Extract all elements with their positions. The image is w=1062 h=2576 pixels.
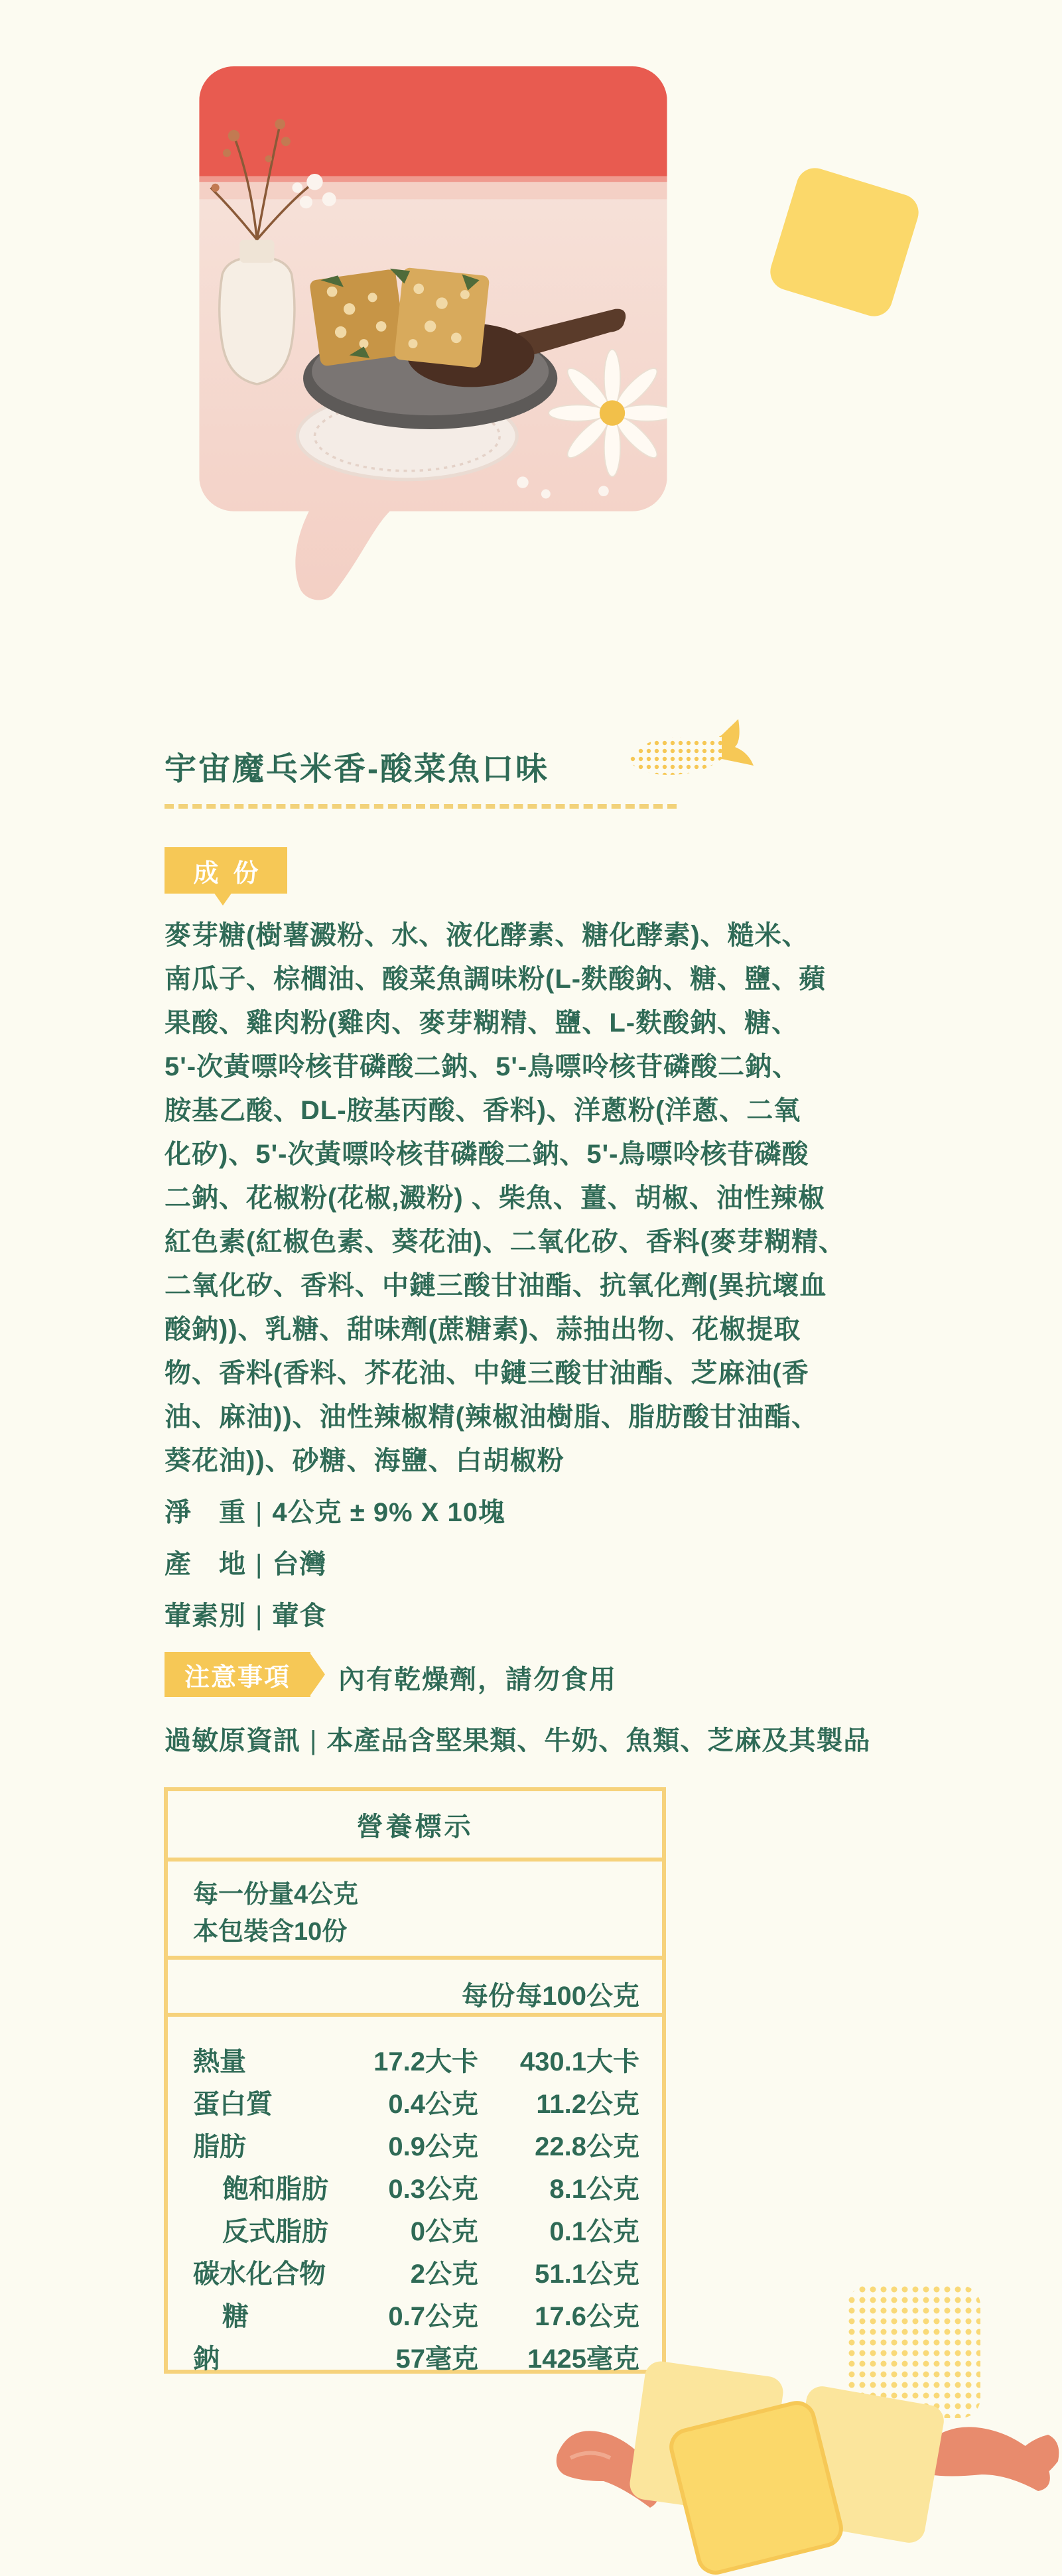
ingredients-line: 胺基乙酸、DL-胺基丙酸、香料)、洋蔥粉(洋蔥、二氧 bbox=[165, 1096, 801, 1125]
nutrient-per-100g: 430.1大卡 bbox=[519, 2047, 639, 2076]
separator: | bbox=[310, 1726, 318, 1755]
allergen-label: 過敏原資訊 bbox=[165, 1726, 300, 1755]
ingredients-line: 葵花油))、砂糖、海鹽、白胡椒粉 bbox=[165, 1446, 564, 1475]
ingredients-line: 化矽)、5'-次黃嘌呤核苷磷酸二鈉、5'-鳥嘌呤核苷磷酸 bbox=[165, 1140, 809, 1169]
origin-line bbox=[165, 1543, 326, 1581]
net-weight-value: 4公克 ± 9% X 10塊 bbox=[272, 1498, 506, 1527]
separator: | bbox=[255, 1550, 263, 1579]
nutrient-per-serving: 0.4公克 bbox=[388, 2090, 478, 2119]
nutrient-per-100g: 51.1公克 bbox=[535, 2260, 639, 2289]
ingredients-line: 果酸、雞肉粉(雞肉、麥芽糊精、鹽、L-麩酸鈉、糖、 bbox=[165, 1008, 799, 1038]
ingredients-line: 二鈉、花椒粉(花椒,澱粉) 、柴魚、薑、胡椒、油性辣椒 bbox=[165, 1184, 825, 1213]
nutrition-divider bbox=[168, 2013, 662, 2017]
nutrient-name: 蛋白質 bbox=[193, 2090, 273, 2119]
diet-type-value: 葷食 bbox=[272, 1601, 327, 1631]
diet-type-line bbox=[165, 1595, 326, 1633]
notice-badge: 注意事項 bbox=[165, 1652, 310, 1697]
nutrient-per-serving: 17.2大卡 bbox=[373, 2047, 478, 2076]
separator: | bbox=[255, 1498, 263, 1527]
product-photo bbox=[165, 66, 702, 604]
nutrient-name: 鈉 bbox=[193, 2344, 220, 2374]
allergen-line bbox=[165, 1720, 870, 1757]
nutrient-name: 脂肪 bbox=[193, 2132, 246, 2161]
notice-badge-arrow bbox=[309, 1652, 325, 1697]
nutrient-per-100g: 17.6公克 bbox=[535, 2302, 639, 2331]
ingredients-text bbox=[165, 914, 854, 1483]
nutrition-serving-info bbox=[193, 1876, 358, 1950]
net-weight-line bbox=[165, 1491, 505, 1529]
ingredients-line: 二氧化矽、香料、中鏈三酸甘油酯、抗氧化劑(異抗壞血 bbox=[165, 1271, 827, 1300]
yellow-square-decoration bbox=[762, 159, 927, 325]
serving-size: 每一份量4公克 bbox=[193, 1881, 359, 1909]
nutrient-per-100g: 22.8公克 bbox=[535, 2132, 639, 2161]
nutrient-per-serving: 2公克 bbox=[410, 2260, 478, 2289]
ingredients-line: 物、香料(香料、芥花油、中鏈三酸甘油酯、芝麻油(香 bbox=[165, 1359, 809, 1388]
nutrient-name: 反式脂肪 bbox=[222, 2217, 328, 2246]
fish-decoration-icon bbox=[622, 701, 762, 787]
nutrient-name: 飽和脂肪 bbox=[222, 2175, 328, 2204]
nutrition-row bbox=[168, 2078, 662, 2120]
nutrition-divider bbox=[168, 1858, 662, 1862]
servings-per-pack: 本包裝含10份 bbox=[193, 1918, 348, 1946]
nutrient-per-serving: 0.9公克 bbox=[388, 2132, 478, 2161]
title-divider bbox=[165, 804, 677, 809]
nutrient-name: 碳水化合物 bbox=[193, 2260, 326, 2289]
nutrient-per-serving: 0公克 bbox=[410, 2217, 478, 2246]
separator: | bbox=[255, 1601, 263, 1631]
ingredients-line: 酸鈉))、乳糖、甜味劑(蔗糖素)、蒜抽出物、花椒提取 bbox=[165, 1315, 801, 1344]
nutrient-per-serving: 0.3公克 bbox=[388, 2175, 478, 2204]
ingredients-line: 油、麻油))、油性辣椒精(辣椒油樹脂、脂肪酸甘油酯、 bbox=[165, 1402, 819, 1432]
nutrient-per-100g: 1425毫克 bbox=[527, 2344, 639, 2374]
ingredients-line: 麥芽糖(樹薯澱粉、水、液化酵素、糖化酵素)、糙米、 bbox=[165, 921, 809, 950]
nutrient-per-100g: 8.1公克 bbox=[549, 2175, 639, 2204]
nutrition-row bbox=[168, 2120, 662, 2163]
product-title: 宇宙魔乓米香-酸菜魚口味 bbox=[165, 752, 549, 787]
nutrient-per-serving: 0.7公克 bbox=[388, 2302, 478, 2331]
nutrient-per-serving: 57毫克 bbox=[395, 2344, 478, 2374]
nutrient-name: 熱量 bbox=[193, 2047, 246, 2076]
nutrition-row bbox=[168, 2205, 662, 2248]
net-weight-label: 淨 重 bbox=[165, 1498, 246, 1527]
ingredients-line: 5'-次黃嘌呤核苷磷酸二鈉、5'-鳥嘌呤核苷磷酸二鈉、 bbox=[165, 1052, 800, 1081]
nutrition-title: 營養標示 bbox=[356, 1812, 474, 1842]
col-per-serving: 每份 bbox=[462, 1982, 515, 2011]
nutrient-per-100g: 11.2公克 bbox=[536, 2090, 639, 2119]
nutrition-row bbox=[168, 2035, 662, 2078]
nutrition-header bbox=[168, 1960, 662, 2020]
col-per-100g: 每100公克 bbox=[515, 1982, 639, 2011]
diet-type-label: 葷素別 bbox=[165, 1601, 246, 1631]
origin-value: 台灣 bbox=[272, 1550, 327, 1579]
nutrient-name: 糖 bbox=[222, 2302, 249, 2331]
allergen-text: 本產品含堅果類、牛奶、魚類、芝麻及其製品 bbox=[326, 1726, 871, 1755]
ingredients-line: 紅色素(紅椒色素、葵花油)、二氧化矽、香料(麥芽糊精、 bbox=[165, 1227, 846, 1256]
nutrition-row bbox=[168, 2163, 662, 2205]
origin-label: 產 地 bbox=[165, 1550, 246, 1579]
ingredients-badge: 成份 bbox=[165, 847, 287, 894]
snack-pile-decoration bbox=[544, 2269, 1062, 2576]
ingredients-badge-tail bbox=[214, 892, 232, 906]
nutrient-per-100g: 0.1公克 bbox=[549, 2217, 639, 2246]
ingredients-line: 南瓜子、棕櫚油、酸菜魚調味粉(L-麩酸鈉、糖、鹽、蘋 bbox=[165, 965, 827, 994]
nutrition-divider bbox=[168, 1956, 662, 1960]
notice-text: 內有乾燥劑，請勿食用 bbox=[338, 1665, 617, 1694]
